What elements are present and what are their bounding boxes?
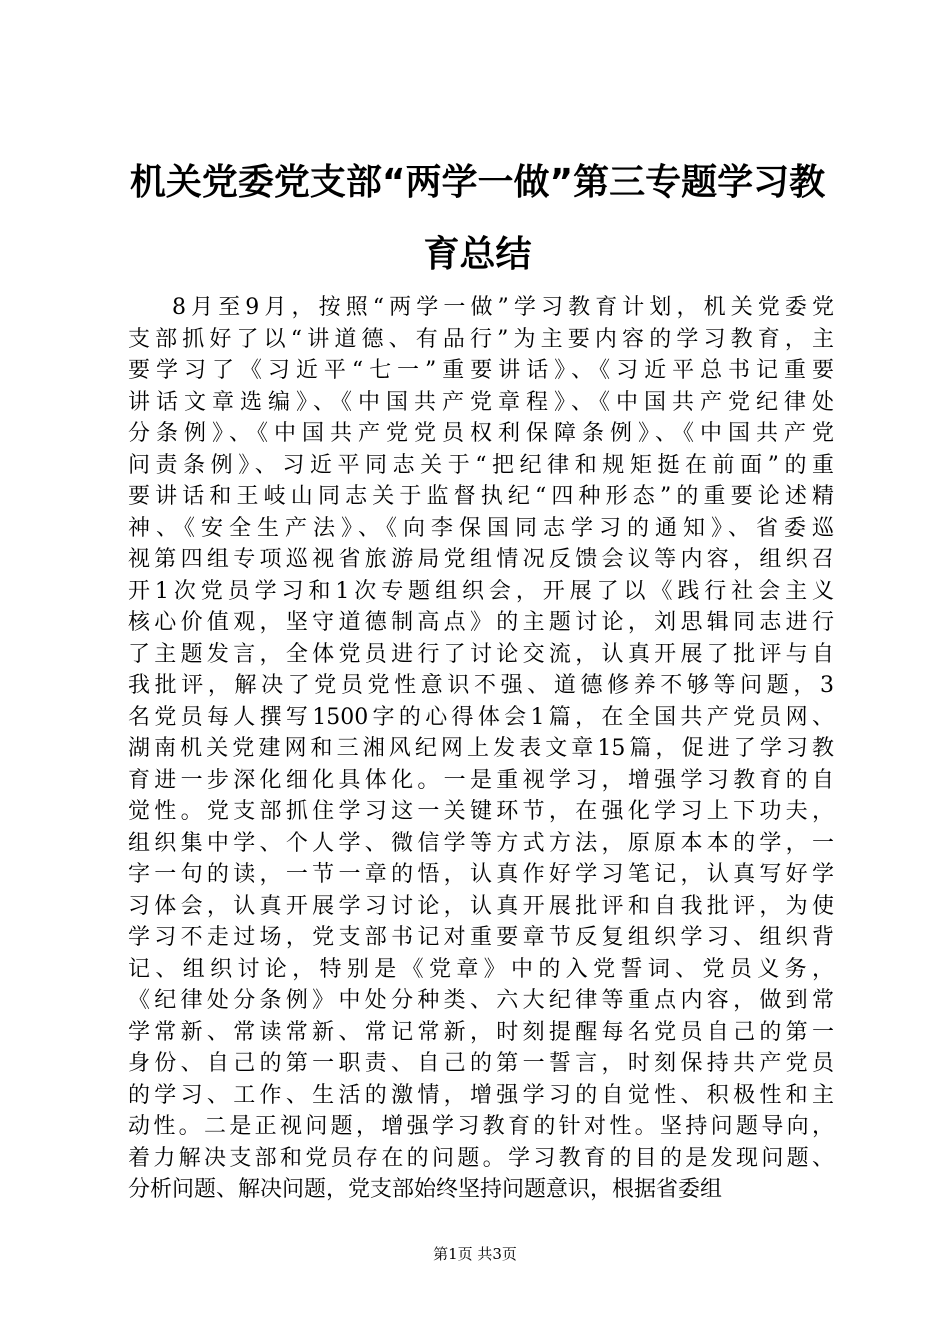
body-line: 的学习、工作、生活的激情，增强学习的自觉性、积极性和主: [128, 1082, 834, 1108]
body-line: 8月至9月，按照“两学一做”学习教育计划，机关党委党: [172, 295, 834, 320]
body-line: 分析问题、解决问题，党支部始终坚持问题意识，根据省委组: [128, 1177, 723, 1202]
body-line: 觉性。党支部抓住学习这一关键环节，在强化学习上下功夫，: [128, 799, 834, 824]
body-line: 要学习了《习近平“七一”重要讲话》、《习近平总书记重要: [128, 358, 834, 383]
body-line: 视第四组专项巡视省旅游局党组情况反馈会议等内容，组织召: [128, 547, 834, 572]
body-line: 学常新、常读常新、常记常新，时刻提醒每名党员自己的第一: [128, 1019, 834, 1045]
body-line: 了主题发言，全体党员进行了讨论交流，认真开展了批评与自: [128, 641, 834, 667]
body-line: 字一句的读，一节一章的悟，认真作好学习笔记，认真写好学: [128, 862, 834, 887]
body-line: 名党员每人撰写1500字的心得体会1篇，在全国共产党员网、: [128, 704, 834, 730]
body-line: 身份、自己的第一职责、自己的第一誓言，时刻保持共产党员: [128, 1051, 834, 1076]
body-line: 神、《安全生产法》、《向李保国同志学习的通知》、省委巡: [128, 515, 834, 541]
document-title-line-1: 机关党委党支部“两学一做”第三专题学习教: [129, 162, 826, 203]
page-footer: 第1页 共3页: [433, 1245, 517, 1263]
document-body: [128, 292, 834, 1206]
body-line: 组织集中学、个人学、微信学等方式方法，原原本本的学，一: [128, 830, 834, 856]
body-line: 问责条例》、习近平同志关于“把纪律和规矩挺在前面”的重: [128, 452, 834, 478]
body-line: 动性。二是正视问题，增强学习教育的针对性。坚持问题导向，: [128, 1114, 834, 1139]
body-line: 我批评，解决了党员党性意识不强、道德修养不够等问题，3: [128, 673, 834, 698]
body-line: 学习不走过场，党支部书记对重要章节反复组织学习、组织背: [128, 925, 834, 950]
body-line: 核心价值观，坚守道德制高点》的主题讨论，刘思辑同志进行: [128, 610, 834, 635]
body-line: 开1次党员学习和1次专题组织会，开展了以《践行社会主义: [128, 578, 834, 604]
document-title-line-2: 育总结: [423, 234, 532, 275]
body-line: 着力解决支部和党员存在的问题。学习教育的目的是发现问题、: [128, 1145, 834, 1171]
body-line: 记、组织讨论，特别是《党章》中的入党誓词、党员义务，: [128, 956, 834, 982]
body-line: 支部抓好了以“讲道德、有品行”为主要内容的学习教育，主: [128, 326, 834, 352]
body-line: 湖南机关党建网和三湘风纪网上发表文章15篇，促进了学习教: [128, 736, 834, 761]
body-line: 讲话文章选编》、《中国共产党章程》、《中国共产党纪律处: [128, 389, 834, 415]
body-line: 育进一步深化细化具体化。一是重视学习，增强学习教育的自: [128, 767, 834, 793]
body-line: 要讲话和王岐山同志关于监督执纪“四种形态”的重要论述精: [128, 484, 834, 509]
body-line: 分条例》、《中国共产党党员权利保障条例》、《中国共产党: [128, 421, 834, 446]
body-line: 《纪律处分条例》中处分种类、六大纪律等重点内容，做到常: [128, 988, 834, 1013]
body-line: 习体会，认真开展学习讨论，认真开展批评和自我批评，为使: [128, 893, 834, 919]
